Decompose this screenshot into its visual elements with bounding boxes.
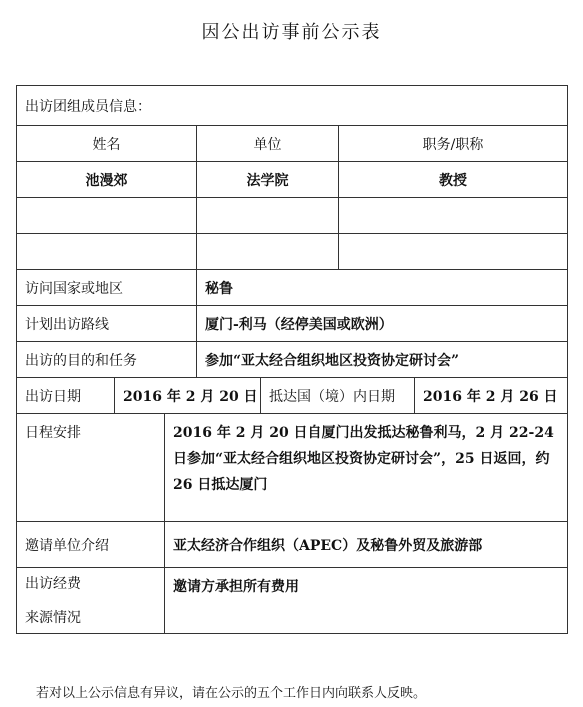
purpose-label: 出访的目的和任务 (17, 342, 197, 378)
members-label: 出访团组成员信息： (17, 86, 568, 126)
purpose-value: 参加“亚太经合组织地区投资协定研讨会” (197, 342, 568, 378)
page-title: 因公出访事前公示表 (201, 22, 382, 43)
member-name (17, 234, 197, 270)
funding-label-line1: 出访经费 (25, 575, 81, 592)
footer-note: 若对以上公示信息有异议，请在公示的五个工作日内向联系人反映。 (36, 686, 427, 701)
schedule-value: 2016 年 2 月 20 日自厦门出发抵达秘鲁利马，2 月 22-24 日参加“亚太经合组织地区投资协定研讨会”，25 日返回，约 26 日抵达厦门 (165, 414, 568, 522)
funding-label (17, 568, 165, 634)
route-value: 厦门-利马（经停美国或欧洲） (197, 306, 568, 342)
member-position (339, 234, 568, 270)
member-position: 教授 (339, 162, 568, 198)
arrive-label: 抵达国（境）内日期 (261, 378, 415, 414)
country-label: 访问国家或地区 (17, 270, 197, 306)
disclosure-table (16, 85, 568, 634)
schedule-label: 日程安排 (17, 414, 165, 522)
depart-label: 出访日期 (17, 378, 115, 414)
depart-value: 2016 年 2 月 20 日 (115, 378, 261, 414)
funding-label-line2: 来源情况 (25, 609, 81, 626)
funding-value: 邀请方承担所有费用 (165, 568, 568, 634)
member-position (339, 198, 568, 234)
inviter-label: 邀请单位介绍 (17, 522, 165, 568)
inviter-value: 亚太经济合作组织（APEC）及秘鲁外贸及旅游部 (165, 522, 568, 568)
header-unit: 单位 (197, 126, 339, 162)
header-name: 姓名 (17, 126, 197, 162)
member-name (17, 198, 197, 234)
arrive-value: 2016 年 2 月 26 日 (415, 378, 568, 414)
member-name: 池漫郊 (17, 162, 197, 198)
member-unit: 法学院 (197, 162, 339, 198)
country-value: 秘鲁 (197, 270, 568, 306)
header-position: 职务/职称 (339, 126, 568, 162)
route-label: 计划出访路线 (17, 306, 197, 342)
member-unit (197, 234, 339, 270)
member-unit (197, 198, 339, 234)
